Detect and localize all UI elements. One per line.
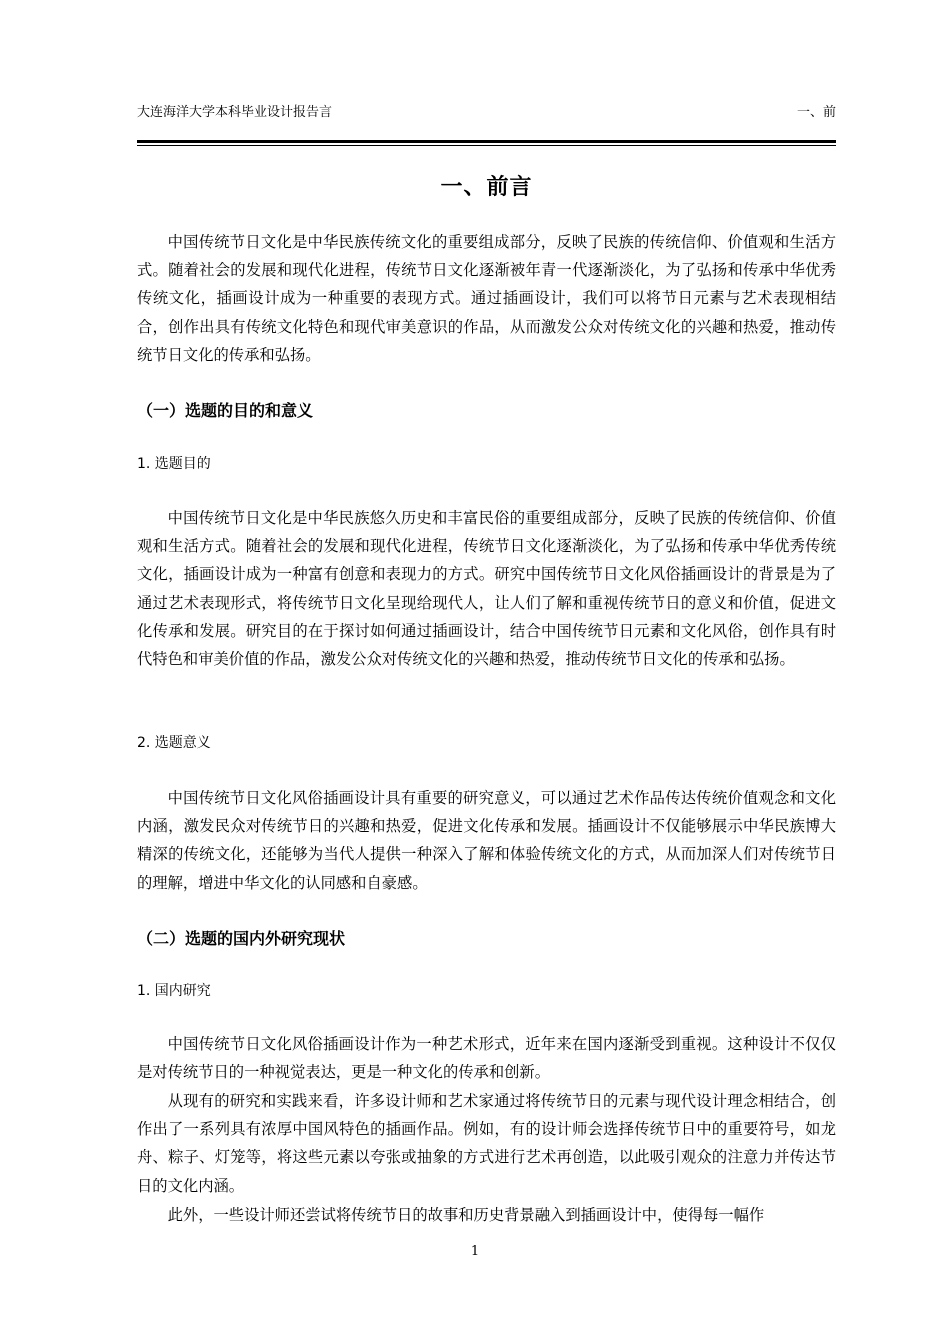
subheading-purpose: 1. 选题目的 xyxy=(137,456,211,472)
purpose-paragraph: 中国传统节日文化是中华民族悠久历史和丰富民俗的重要组成部分，反映了民族的传统信仰、价值观和生活方式。随着社会的发展和现代化进程，传统节日文化逐渐淡化，为了弘扬和传承中华优秀传统文化，插画设计成为一种富有创意和表现力的方式。研究中国传统节日文化风俗插画设计的背景是为了通过艺术表现形式，将传统节日文化呈现给现代人，让人们了解和重视传统节日的意义和价值，促进文化传承和发展。研究目的在于探讨如何通过插画设计，结合中国传统节日元素和文化风俗，创作具有时代特色和审美价值的作品，激发公众对传统文化的兴趣和热爱，推动传统节日文化的传承和弘扬。 xyxy=(137,509,836,669)
significance-paragraph: 中国传统节日文化风俗插画设计具有重要的研究意义，可以通过艺术作品传达传统价值观念和文化内涵，激发民众对传统节日的兴趣和热爱，促进文化传承和发展。插画设计不仅能够展示中华民族博大精深的传统文化，还能够为当代人提供一种深入了解和体验传统文化的方式，从而加深人们对传统节日的理解，增进中华文化的认同感和自豪感。 xyxy=(137,789,836,892)
header-rule-thin xyxy=(137,145,836,146)
intro-paragraph: 中国传统节日文化是中华民族传统文化的重要组成部分，反映了民族的传统信仰、价值观和生活方式。随着社会的发展和现代化进程，传统节日文化逐渐被年青一代逐渐淡化，为了弘扬和传承中华优秀传统文化，插画设计成为一种重要的表现方式。通过插画设计，我们可以将节日元素与艺术表现相结合，创作出具有传统文化特色和现代审美意识的作品，从而激发公众对传统文化的兴趣和热爱，推动传统节日文化的传承和弘扬。 xyxy=(137,233,836,364)
running-header-left: 大连海洋大学本科毕业设计报告言 xyxy=(137,105,333,120)
header-rule-thick xyxy=(137,140,836,143)
domestic-paragraph-1: 中国传统节日文化风俗插画设计作为一种艺术形式，近年来在国内逐渐受到重视。这种设计不仅仅是对传统节日的一种视觉表达，更是一种文化的传承和创新。 xyxy=(137,1035,836,1082)
chapter-title: 一、前言 xyxy=(440,175,533,200)
domestic-paragraph-2: 从现有的研究和实践来看，许多设计师和艺术家通过将传统节日的元素与现代设计理念相结合，创作出了一系列具有浓厚中国风特色的插画作品。例如，有的设计师会选择传统节日中的重要符号，如龙舟、粽子、灯笼等，将这些元素以夸张或抽象的方式进行艺术再创造，以此吸引观众的注意力并传达节日的文化内涵。 xyxy=(137,1092,836,1195)
domestic-paragraph-3: 此外，一些设计师还尝试将传统节日的故事和历史背景融入到插画设计中，使得每一幅作 xyxy=(167,1206,765,1224)
page-number: 1 xyxy=(470,1244,480,1259)
subheading-domestic-research: 1. 国内研究 xyxy=(137,983,211,999)
section-heading-purpose: （一）选题的目的和意义 xyxy=(137,401,314,420)
section-heading-research-status: （二）选题的国内外研究现状 xyxy=(137,929,346,948)
running-header-right: 一、前 xyxy=(796,105,836,120)
subheading-significance: 2. 选题意义 xyxy=(137,735,211,751)
